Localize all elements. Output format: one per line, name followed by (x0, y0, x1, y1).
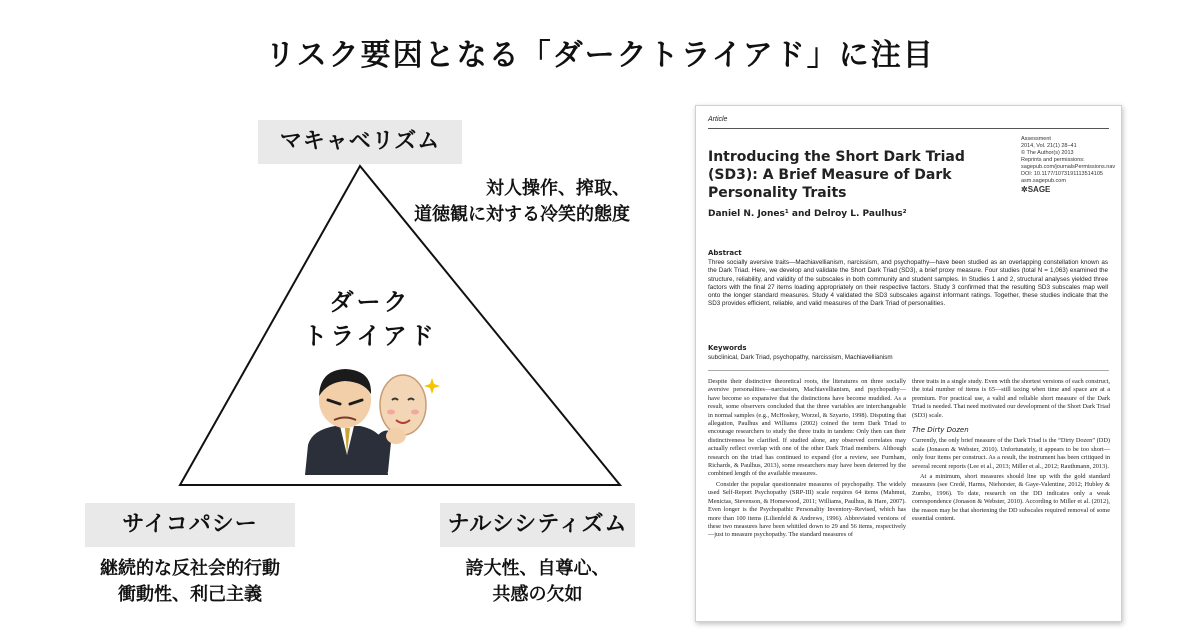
psychopathy-desc-line2: 衝動性、利己主義 (118, 584, 262, 605)
paper-meta-site: asm.sagepub.com (1021, 178, 1066, 184)
machiavellianism-desc-line2: 道徳観に対する冷笑的態度 (414, 204, 630, 225)
paper-meta (1021, 136, 1116, 193)
section-heading: The Dirty Dozen (912, 426, 969, 435)
paper-column-right (912, 378, 1110, 526)
paper-title: Introducing the Short Dark Triad (SD3): A Brief Measure of Dark Personality Traits (708, 149, 965, 201)
paper-column-left (708, 378, 906, 542)
paper-paragraph: At a minimum, short measures should line up with the gold standard measures (see Credé, Harms, Niehorster, & Gaye-Valentine, 2012; Hubley & Zumbo, 1996). To date, research on the DD indicates only a weak correspondence (Jonason & Webster, 2010). According to Miller et al. (2012), the reason may be that shortening the DD subscales required removal of some essential content. (912, 473, 1110, 523)
paper-meta-journal: Assessment (1021, 136, 1051, 142)
paper-header-rule (708, 128, 1109, 129)
machiavellianism-description (380, 176, 630, 228)
paper-authors: Daniel N. Jones¹ and Delroy L. Paulhus² (708, 209, 907, 219)
paper-meta-reprints: Reprints and permissions: (1021, 157, 1085, 163)
paper-body-rule (708, 370, 1109, 371)
psychopathy-label: サイコパシー (85, 503, 295, 547)
keywords-text: subclinical, Dark Triad, psychopathy, narcissism, Machiavellianism (708, 354, 893, 361)
keywords-heading: Keywords (708, 344, 747, 352)
paper-screenshot (695, 105, 1122, 622)
narcissism-desc-line2: 共感の欠如 (492, 584, 583, 605)
paper-paragraph: Consider the popular questionnaire measures of psychopathy. The widely used Self-Report Psychopathy (SRP-III) scale requires 64 items (Mahmut, Menictas, Stevenson, & Homewood, 2011; Williams, Paulhus, & Hare, 2007). Even longer is the Psychopathic Personality Inventory–Revised, which has more than 100 items (Lilienfeld & Andrews, 1996). Abbreviated versions of these two measures have been whittled down to 29 and 56 items, respectively—just to measure psychopathy. The standard measures of (708, 480, 906, 539)
paper-meta-permissions: sagepub.com/journalsPermissions.nav (1021, 164, 1116, 170)
center-label-line1: ダーク (329, 288, 411, 316)
paper-section-label: Article (708, 116, 728, 123)
dark-triad-center-label (290, 285, 450, 353)
page-title: リスク要因となる「ダークトライアド」に注目 (265, 38, 935, 73)
paper-paragraph: three traits in a single study. Even with the shortest versions of each construct, the total number of items is 65—still taxing when time and space are at a premium. For practical use, a valid and reliable short measure of the Dark Triad is needed. That need motivated our development of the Short Dark Triad (SD3) scale. (912, 378, 1110, 419)
narcissism-label: ナルシシティズム (440, 503, 635, 547)
psychopathy-desc-line1: 継続的な反社会的行動 (100, 558, 280, 579)
paper-meta-volume: 2014, Vol. 21(1) 28–41 (1021, 143, 1077, 149)
paper-paragraph: Currently, the only brief measure of the Dark Triad is the “Dirty Dozen” (DD) scale (Jonason & Webster, 2010). Unfortunately, it appears to be too short—only four items per construct. As a result, the instrument has been critiqued in several recent reports (Lee et al., 2013; Miller et al., 2012; Rauthmann, 2013). (912, 437, 1110, 470)
machiavellianism-desc-line1: 対人操作、搾取、 (486, 178, 630, 199)
psychopathy-description (85, 556, 295, 608)
paper-paragraph: Despite their distinctive theoretical roots, the literatures on three socially aversive personalities—narcissism, Machiavellianism, and psychopathy—have become so expansive that the distinctions have become muddied. As a result, some observers concluded that the three variables are interchangeable in normal samples (e.g., McHoskey, Worzel, & Szyarto, 1998). Disputing that allegation, Paulhus and Williams (2002) coined the term Dark Triad to encourage researchers to study the three traits in tandem: Only then can their distinctiveness be clarified. If studied alone, any observed correlates may actually reflect overlap with one of the other Dark Triad members. Although research on the triad has continued to expand (for a review, see Furnham, Richards, & Paulhus, 2013), some researchers may have been deterred by the combined length of the available measures. (708, 378, 906, 478)
narcissism-desc-line1: 誇大性、自尊心、 (465, 558, 610, 579)
center-label-line2: トライアド (303, 322, 437, 350)
abstract-text: Three socially aversive traits—Machiavellianism, narcissism, and psychopathy—have been studied as an overlapping constellation known as the Dark Triad. Here, we develop and validate the Short Dark Triad (SD3), a brief proxy measure. Four studies (total N = 1,063) examined the structure, reliability, and validity of the subscales in both community and student samples. In Studies 1 and 2, structural analyses yielded three factors with the final 27 items loading appropriately on their respective factors. Study 3 confirmed that the resulting SD3 subscales map well onto the longer standard measures. Study 4 validated the SD3 subscales against informant ratings. Together, these studies indicate that the SD3 provides efficient, reliable, and valid measures of the Dark Triad of personalities. (708, 259, 1108, 308)
machiavellianism-label: マキャベリズム (258, 120, 462, 164)
person-holding-mask-icon (300, 360, 440, 475)
paper-meta-copyright: © The Author(s) 2013 (1021, 150, 1074, 156)
paper-meta-doi: DOI: 10.1177/1073191113514105 (1021, 171, 1103, 177)
publisher-logo: ✲SAGE (1021, 186, 1051, 193)
narcissism-description (440, 556, 635, 608)
publisher-name: SAGE (1027, 186, 1051, 193)
abstract-heading: Abstract (708, 249, 742, 257)
